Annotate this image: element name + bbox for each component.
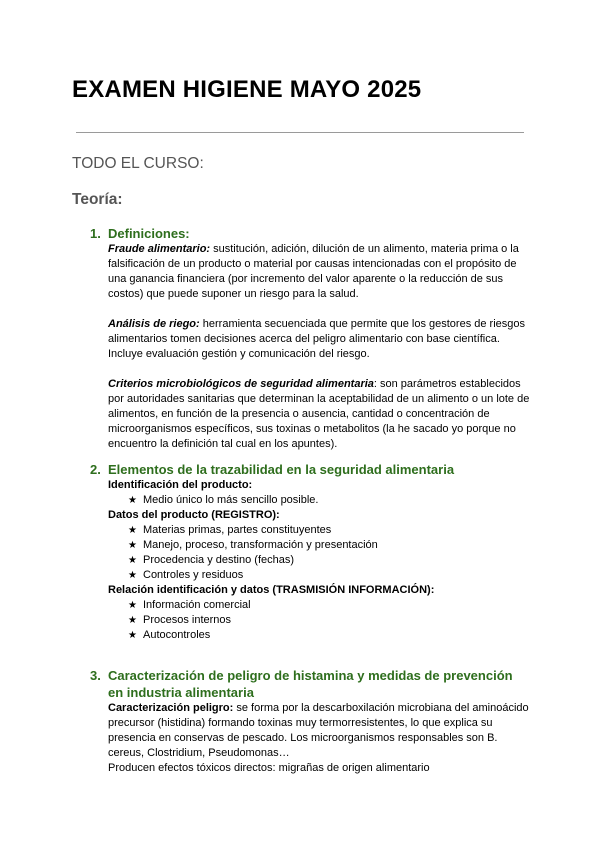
star-icon: ★ bbox=[128, 525, 137, 536]
paragraph-efectos: Producen efectos tóxicos directos: migrañas de origen alimentario bbox=[108, 762, 430, 774]
star-icon: ★ bbox=[128, 495, 137, 506]
group-label: Identificación del producto: bbox=[108, 479, 253, 491]
definition-text: sustitución, adición, dilución de un alimento, materia prima o la falsificación de un producto o material por causas intencionadas con el propósito de una ganancia financiera (por incremento del valor aparente o la reducción de sus costos) que puede suponer un riesgo para la salud. bbox=[108, 243, 519, 300]
list-item: ★ Autocontroles bbox=[128, 629, 211, 641]
section-histamina bbox=[90, 667, 530, 776]
section-heading bbox=[90, 461, 530, 478]
bullet-list bbox=[108, 523, 530, 583]
section-body bbox=[108, 478, 530, 643]
group-label: Relación identificación y datos (TRASMISIÓN INFORMACIÓN): bbox=[108, 584, 435, 596]
definition-term: Criterios microbiológicos de seguridad alimentaria bbox=[108, 378, 374, 390]
list-item: ★ Materias primas, partes constituyentes bbox=[128, 524, 332, 536]
list-item: ★ Controles y residuos bbox=[128, 569, 244, 581]
definition-criterios bbox=[108, 377, 530, 452]
definition-text: : son parámetros establecidos por autoridades sanitarias que determinan la aceptabilidad de un alimento o un lote de alimentos, en función de la presencia o ausencia, cantidad o concentración de microorganismos específicos, sus toxinas o metabolitos (la he sacado yo porque no encuentro la definición tal cual en los apuntes). bbox=[108, 378, 530, 450]
list-item: ★ Procedencia y destino (fechas) bbox=[128, 554, 295, 566]
section-heading bbox=[90, 225, 530, 242]
definition-analisis bbox=[108, 317, 530, 362]
section-body bbox=[108, 242, 530, 452]
star-icon: ★ bbox=[128, 630, 137, 641]
star-icon: ★ bbox=[128, 570, 137, 581]
group-label: Datos del producto (REGISTRO): bbox=[108, 509, 280, 521]
star-icon: ★ bbox=[128, 615, 137, 626]
definition-term: Análisis de riego: bbox=[108, 318, 200, 330]
definition-text: herramienta secuenciada que permite que los gestores de riesgos alimentarios tomen decisiones acerca del peligro alimentario con base científica. Incluye evaluación gestión y comunicación del riesgo. bbox=[108, 318, 526, 360]
list-item: ★ Procesos internos bbox=[128, 614, 232, 626]
definition-term: Fraude alimentario: bbox=[108, 243, 211, 255]
section-body bbox=[108, 701, 530, 776]
section-heading bbox=[90, 667, 530, 701]
section-number: 2. bbox=[90, 462, 101, 477]
paragraph-label: Caracterización peligro: bbox=[108, 702, 234, 714]
section-definitions bbox=[90, 225, 530, 452]
bullet-list bbox=[108, 493, 530, 508]
list-item: ★ Medio único lo más sencillo posible. bbox=[128, 494, 319, 506]
list-item: ★ Manejo, proceso, transformación y presentación bbox=[128, 539, 378, 551]
theory-heading: Teoría: bbox=[72, 191, 123, 208]
horizontal-rule bbox=[76, 132, 524, 133]
star-icon: ★ bbox=[128, 540, 137, 551]
section-number: 1. bbox=[90, 226, 101, 241]
section-trazabilidad bbox=[90, 461, 530, 643]
paragraph-caracterizacion bbox=[108, 701, 530, 761]
section-title: Definiciones: bbox=[108, 226, 190, 241]
subtitle: TODO EL CURSO: bbox=[72, 155, 204, 172]
section-number: 3. bbox=[90, 668, 101, 683]
paragraph-text: se forma por la descarboxilación microbiana del aminoácido precursor (histidina) formando toxinas muy termorresistentes, lo que explica su presencia en conservas de pescado. Los microorganismos responsables son B. cereus, Clostridium, Pseudomonas… bbox=[108, 702, 529, 759]
document-title: EXAMEN HIGIENE MAYO 2025 bbox=[72, 76, 422, 103]
section-title: Elementos de la trazabilidad en la seguridad alimentaria bbox=[108, 462, 455, 477]
star-icon: ★ bbox=[128, 600, 137, 611]
bullet-list bbox=[108, 598, 530, 643]
section-title: Caracterización de peligro de histamina y medidas de prevención en industria alimentaria bbox=[108, 668, 513, 700]
list-item: ★ Información comercial bbox=[128, 599, 251, 611]
star-icon: ★ bbox=[128, 555, 137, 566]
definition-fraude bbox=[108, 242, 530, 302]
